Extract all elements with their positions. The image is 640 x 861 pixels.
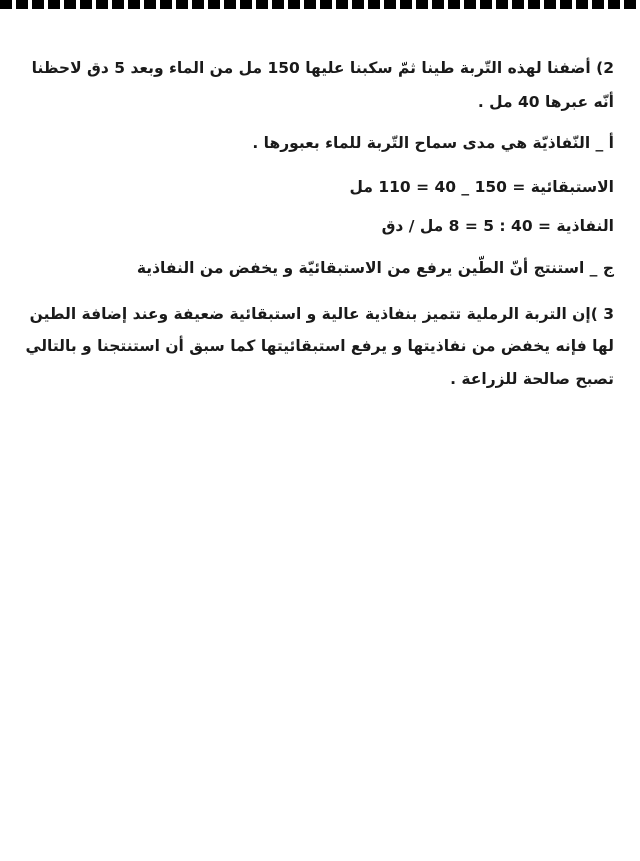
permeability-calculation: النفاذية = 40 : 5 = 8 مل / دق <box>381 217 614 235</box>
q2-line-2: أنّه عبرها 40 مل . <box>477 93 614 111</box>
top-dashed-border <box>0 0 640 9</box>
q2-line-1: 2) أضفنا لهذه التّربة طينا ثمّ سكبنا عليها 150 مل من الماء وبعد 5 دق لاحظنا <box>31 59 614 77</box>
answer-c-conclusion: ج _ استنتج أنّ الطّين يرفع من الاستبقائيّة و يخفض من النفاذية <box>136 259 614 277</box>
answer-a-definition: أ _ النّفاذيّة هي مدى سماح التّربة للماء بعبورها . <box>252 134 614 152</box>
q3-line-2: لها فإنه يخفض من نفاذيتها و يرفع استبقائيتها كما سبق أن استنتجنا و بالتالي <box>25 337 614 355</box>
q3-line-3: تصبح صالحة للزراعة . <box>450 370 614 388</box>
q3-line-1: 3 )إن التربة الرملية تتميز بنفاذية عالية و استبقائية ضعيفة وعند إضافة الطين <box>29 305 614 323</box>
retention-calculation: الاستبقائية = 150 _ 40 = 110 مل <box>349 178 614 196</box>
